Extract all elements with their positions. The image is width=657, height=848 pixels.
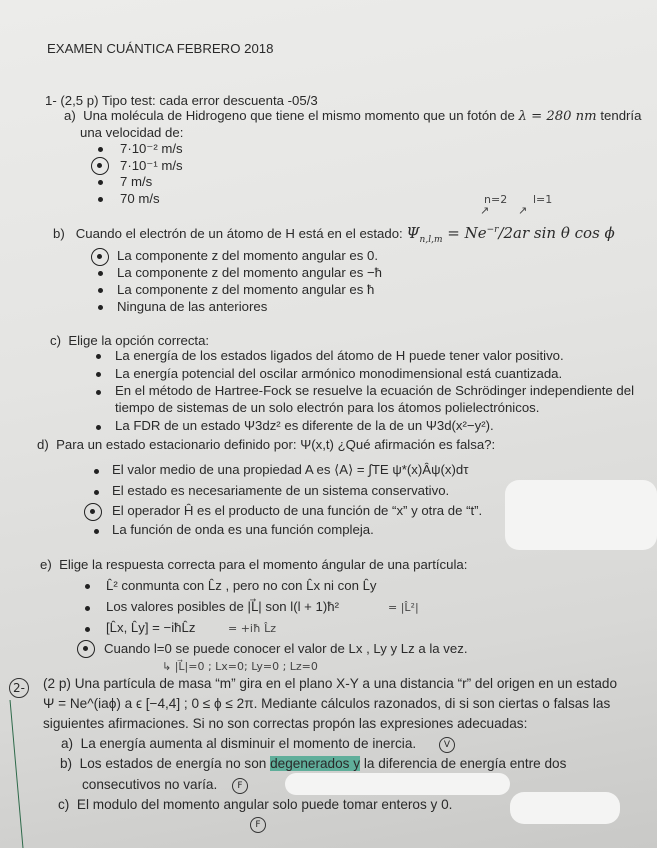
q1d-text: Para un estado estacionario definido por: Ψ(x,t) ¿Qué afirmación es falsa?: [56, 437, 496, 452]
bullet-icon [98, 197, 103, 202]
math-rest: /2ar sin θ cos ϕ [498, 224, 615, 242]
handwritten-note: ↳ |L⃗|=0 ; Lx=0; Ly=0 ; Lz=0 [162, 660, 318, 673]
highlighted-text: degenerados y [270, 756, 361, 771]
q1b-option[interactable]: La componente z del momento angular es 0. [117, 248, 378, 263]
bullet-icon [98, 180, 103, 185]
arrow-icon: ↗ [480, 204, 490, 217]
q2c [58, 797, 452, 813]
q1a-option[interactable]: 7·10⁻² m/s [120, 141, 183, 156]
bullet-icon [94, 469, 99, 474]
q1b-option[interactable]: Ninguna de las anteriores [117, 299, 268, 314]
q2-line1: (2 p) Una partícula de masa “m” gira en el plano X-Y a una distancia “r” del origen en un estado [43, 676, 618, 691]
q1a-option[interactable]: 7·10⁻¹ m/s [120, 158, 183, 173]
q1e-option[interactable]: [L̂x, L̂y] = −iħL̂z [106, 620, 196, 635]
bullet-icon [98, 147, 103, 152]
q2b [60, 756, 566, 772]
bullet-icon [94, 529, 99, 534]
redaction-blot [285, 773, 510, 795]
exam-title: EXAMEN CUÁNTICA FEBRERO 2018 [47, 41, 274, 56]
q1d-option[interactable]: El valor medio de una propiedad A es ⟨A⟩ = ∫TE ψ*(x)Âψ(x)dτ [112, 462, 469, 477]
q2b-text: Los estados de energía no son [79, 756, 271, 771]
q1d-option[interactable]: El operador Ĥ es el producto de una función de “x” y otra de “t”. [112, 503, 483, 518]
q2-number-circle: 2- [9, 678, 29, 698]
q1a-option[interactable]: 70 m/s [120, 191, 160, 206]
bullet-icon [96, 425, 101, 430]
q1d-option[interactable]: La función de onda es una función compleja. [112, 522, 374, 537]
handwritten-note: = +iħ L̂z [228, 622, 277, 635]
q2a-text: La energía aumenta al disminuir el momento de inercia. [80, 736, 417, 751]
q2b-label: b) [60, 756, 73, 771]
selected-circle-icon [77, 640, 95, 658]
q1e-question [40, 557, 467, 573]
bullet-icon [85, 584, 90, 589]
bullet-icon [94, 490, 99, 495]
q1d-option[interactable]: El estado es necesariamente de un sistema conservativo. [112, 483, 450, 498]
q1c-option-cont: tiempo de sistemas de un solo electrón para los átomos polielectrónicos. [115, 400, 540, 415]
bullet-icon [85, 627, 90, 632]
q2-line3: siguientes afirmaciones. Si no son correctas propón las expresiones adecuadas: [43, 716, 528, 731]
handwritten-l: l=1 [533, 193, 553, 206]
q1c-text: Elige la opción correcta: [68, 333, 210, 348]
q2c-text: El modulo del momento angular solo puede tomar enteros y 0. [76, 797, 453, 812]
q1-header: 1- (2,5 p) Tipo test: cada error descuenta -05/3 [45, 93, 318, 108]
handwritten-note: = |L̂²| [388, 601, 419, 614]
q1b-question [53, 222, 615, 248]
bullet-icon [96, 372, 101, 377]
q1c-question [50, 333, 209, 349]
q1a-text: Una molécula de Hidrogeno que tiene el mismo momento que un fotón de [83, 108, 515, 123]
bullet-icon [96, 354, 101, 359]
bullet-icon [85, 606, 90, 611]
psi-sub: n,l,m [419, 235, 443, 245]
mark-true-icon: V [439, 737, 455, 753]
q1e-label: e) [40, 557, 52, 572]
arrow-icon: ↗ [518, 204, 528, 217]
q1a-label: a) [64, 108, 76, 123]
q1e-option[interactable]: Los valores posibles de |L⃗| son l(l + 1)ħ² [106, 599, 340, 614]
mark-false-icon: F [232, 778, 248, 794]
handwritten-arrow-line [0, 700, 23, 848]
q1e-option[interactable]: Cuando l=0 se puede conocer el valor de Lx , Ly y Lz a la vez. [104, 641, 468, 656]
handwritten-n: n=2 [484, 193, 508, 206]
mark-false-icon: F [250, 817, 266, 833]
q2a-label: a) [61, 736, 74, 751]
q1b-label: b) [53, 226, 65, 241]
q1b-text: Cuando el electrón de un átomo de H está en el estado: [75, 226, 403, 241]
redaction-blot [510, 792, 620, 824]
q1c-option[interactable]: La energía potencial del oscilar armónico monodimensional está cuantizada. [115, 366, 563, 381]
bullet-icon [98, 271, 103, 276]
q1b-option[interactable]: La componente z del momento angular es −ħ [117, 265, 383, 280]
redaction-blot [505, 480, 657, 550]
bullet-icon [96, 390, 101, 395]
q2-line2: Ψ = Ne^(iaϕ) a ϵ [−4,4] ; 0 ≤ ϕ ≤ 2π. Mediante cálculos razonados, di si son ciertas o falsas las [43, 696, 611, 711]
q1d-label: d) [37, 437, 49, 452]
q1a-math: λ = 280 nm [518, 109, 597, 124]
q2b-text2: consecutivos no varía. [82, 777, 218, 792]
q2c-label: c) [58, 797, 70, 812]
q2a [61, 736, 416, 752]
bullet-icon [98, 288, 103, 293]
q1a-option[interactable]: 7 m/s [120, 174, 153, 189]
q1c-option[interactable]: En el método de Hartree-Fock se resuelve la ecuación de Schrödinger independiente del [115, 383, 635, 398]
q1b-option[interactable]: La componente z del momento angular es ħ [117, 282, 375, 297]
selected-circle-icon [91, 248, 109, 266]
q1e-option[interactable]: L̂² conmunta con L̂z , pero no con L̂x ni con L̂y [106, 578, 377, 593]
q1a-text2: tendría [600, 108, 642, 123]
q2b-text-post: la diferencia de energía entre dos [360, 756, 567, 771]
selected-circle-icon [84, 503, 102, 521]
q1a-question [64, 108, 641, 125]
q1c-label: c) [50, 333, 61, 348]
math-mid: = Ne [442, 224, 487, 242]
q1a-text3: una velocidad de: [80, 125, 184, 140]
q1c-option[interactable]: La FDR de un estado Ψ3dz² es diferente de la de un Ψ3d(x²−y²). [115, 418, 494, 433]
selected-circle-icon [91, 157, 109, 175]
q1d-question [37, 437, 495, 453]
q1b-math [406, 224, 615, 245]
q1c-option[interactable]: La energía de los estados ligados del átomo de H puede tener valor positivo. [115, 348, 564, 363]
psi: Ψ [406, 224, 420, 242]
bullet-icon [98, 305, 103, 310]
q1e-text: Elige la respuesta correcta para el momento ángular de una partícula: [59, 557, 468, 572]
math-sup: −r [486, 225, 499, 235]
